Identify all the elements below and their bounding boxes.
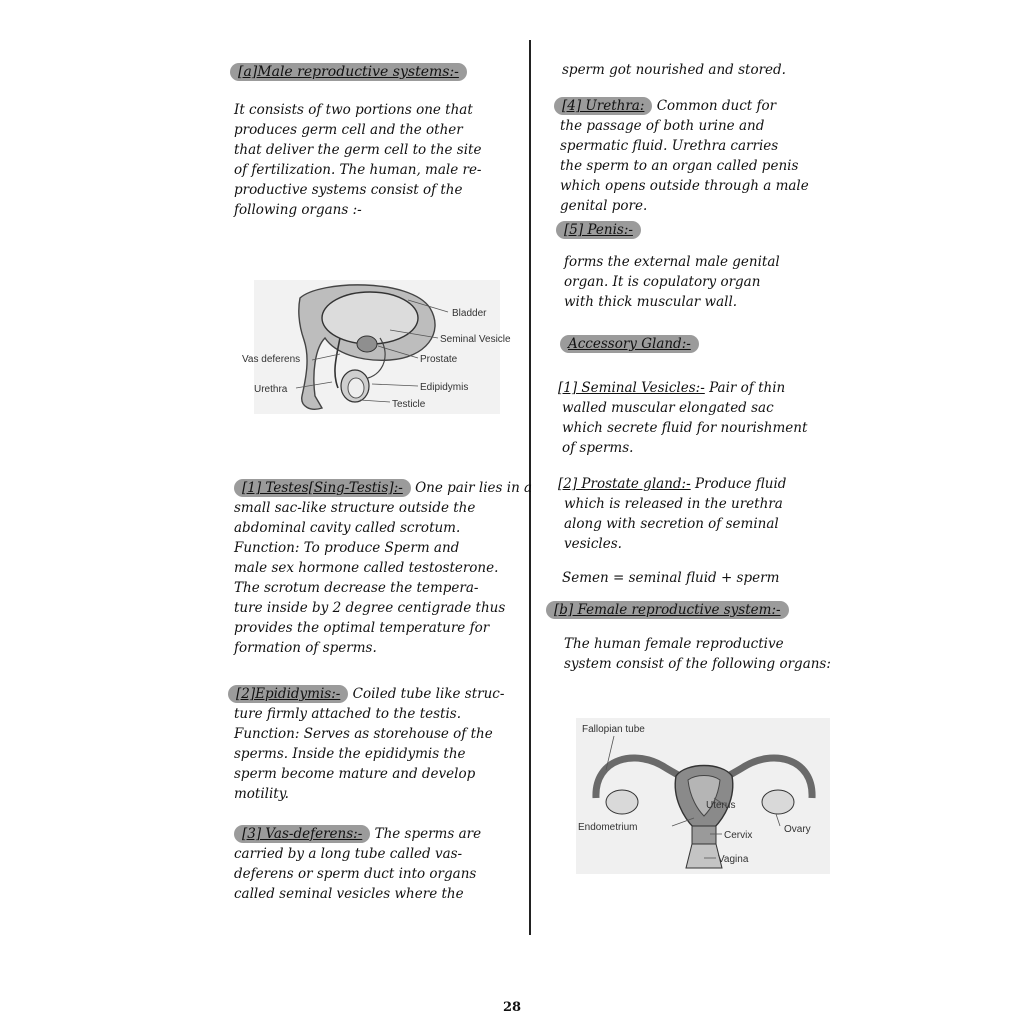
prostate-shape <box>357 336 377 352</box>
female-heading-row <box>546 600 789 620</box>
urethra-heading: [4] Urethra: <box>554 97 652 115</box>
urethra-line: Common duct for <box>656 98 777 114</box>
urethra-line: genital pore. <box>560 198 648 214</box>
epididymis-line: sperm become mature and develop <box>234 766 476 782</box>
label-uterus: Uterus <box>706 800 736 811</box>
vas-deferens-line: carried by a long tube called vas- <box>234 846 463 862</box>
female-intro-line: The human female reproductive <box>564 636 784 652</box>
testes-line: ture inside by 2 degree centigrade thus <box>234 600 506 616</box>
label-endometrium: Endometrium <box>578 822 638 833</box>
prostate-gland-line: which is released in the urethra <box>564 496 783 512</box>
prostate-gland-section <box>558 474 786 554</box>
male-intro <box>234 100 482 220</box>
label-urethra: Urethra <box>254 384 288 395</box>
testes-heading: [1] Testes[Sing-Testis]:- <box>234 479 411 497</box>
epididymis-line: ture firmly attached to the testis. <box>234 706 462 722</box>
urethra-line: the passage of both urine and <box>560 118 765 134</box>
vas-deferens-line: The sperms are <box>374 826 482 842</box>
male-intro-line: produces germ cell and the other <box>234 122 463 138</box>
epididymis-heading: [2]Epididymis:- <box>228 685 348 703</box>
testes-section <box>234 478 532 658</box>
seminal-vesicles-line: Pair of thin <box>709 380 786 396</box>
seminal-vesicles-line: of sperms. <box>562 440 634 456</box>
prostate-gland-line: Produce fluid <box>694 476 787 492</box>
penis-line: with thick muscular wall. <box>564 294 738 310</box>
testes-line: One pair lies in a <box>415 480 533 496</box>
accessory-heading: Accessory Gland:- <box>560 335 699 353</box>
female-intro <box>564 634 831 674</box>
urethra-line: spermatic fluid. Urethra carries <box>560 138 779 154</box>
testicle-inner-shape <box>348 378 364 398</box>
page-number: 28 <box>502 1000 522 1015</box>
label-prostate: Prostate <box>420 354 458 365</box>
epididymis-line: Coiled tube like struc- <box>352 686 505 702</box>
female-reproductive-diagram <box>576 718 832 876</box>
penis-heading-row <box>556 220 641 240</box>
prostate-gland-heading: [2] Prostate gland:- <box>558 476 691 492</box>
label-fallopian-tube: Fallopian tube <box>582 724 645 735</box>
epididymis-section <box>228 684 504 804</box>
testes-line: The scrotum decrease the tempera- <box>234 580 479 596</box>
prostate-gland-line: vesicles. <box>564 536 622 552</box>
penis-line: forms the external male genital <box>564 254 780 270</box>
epididymis-line: motility. <box>234 786 289 802</box>
label-edipidymis: Edipidymis <box>420 382 469 393</box>
testes-line: abdominal cavity called scrotum. <box>234 520 461 536</box>
male-intro-line: that deliver the germ cell to the site <box>234 142 482 158</box>
seminal-vesicles-section <box>558 378 807 458</box>
label-vagina: Vagina <box>718 854 749 865</box>
urethra-line: the sperm to an organ called penis <box>560 158 799 174</box>
male-intro-line: of fertilization. The human, male re- <box>234 162 482 178</box>
vas-deferens-line: deferens or sperm duct into organs <box>234 866 477 882</box>
male-intro-line: It consists of two portions one that <box>234 102 473 118</box>
male-intro-line: following organs :- <box>234 202 362 218</box>
seminal-vesicles-line: which secrete fluid for nourishment <box>562 420 808 436</box>
prostate-gland-line: along with secretion of seminal <box>564 516 779 532</box>
penis-section <box>564 252 780 312</box>
vas-deferens-section <box>234 824 481 904</box>
label-cervix: Cervix <box>724 830 753 841</box>
epididymis-line: sperms. Inside the epididymis the <box>234 746 466 762</box>
penis-heading: [5] Penis:- <box>556 221 641 239</box>
male-reproductive-diagram <box>240 278 530 418</box>
label-bladder: Bladder <box>452 308 487 319</box>
epididymis-line: Function: Serves as storehouse of the <box>234 726 493 742</box>
accessory-heading-row <box>560 334 699 354</box>
label-ovary: Ovary <box>784 824 811 835</box>
female-intro-line: system consist of the following organs: <box>564 656 831 672</box>
urethra-section <box>554 96 809 216</box>
urethra-line: which opens outside through a male <box>560 178 809 194</box>
male-intro-line: productive systems consist of the <box>234 182 463 198</box>
semen-line: Semen = seminal fluid + sperm <box>562 570 780 586</box>
vas-deferens-line: called seminal vesicles where the <box>234 886 464 902</box>
male-heading <box>230 62 467 82</box>
label-testicle: Testicle <box>392 399 426 410</box>
testes-line: small sac-like structure outside the <box>234 500 476 516</box>
continued-line: sperm got nourished and stored. <box>562 62 786 78</box>
penis-line: organ. It is copulatory organ <box>564 274 761 290</box>
label-seminal-vesicle: Seminal Vesicle <box>440 334 511 345</box>
male-heading-label: [a]Male reproductive systems:- <box>230 63 467 81</box>
vagina-shape <box>686 844 722 868</box>
label-vas-deferens: Vas deferens <box>242 354 301 365</box>
testes-line: provides the optimal temperature for <box>234 620 490 636</box>
seminal-vesicles-heading: [1] Seminal Vesicles:- <box>558 380 705 396</box>
vas-deferens-heading: [3] Vas-deferens:- <box>234 825 370 843</box>
right-ovary-shape <box>762 790 794 814</box>
cervix-shape <box>692 826 716 844</box>
female-heading: [b] Female reproductive system:- <box>546 601 789 619</box>
testes-line: male sex hormone called testosterone. <box>234 560 499 576</box>
left-ovary-shape <box>606 790 638 814</box>
testes-line: formation of sperms. <box>234 640 377 656</box>
testes-line: Function: To produce Sperm and <box>234 540 460 556</box>
seminal-vesicles-line: walled muscular elongated sac <box>562 400 774 416</box>
